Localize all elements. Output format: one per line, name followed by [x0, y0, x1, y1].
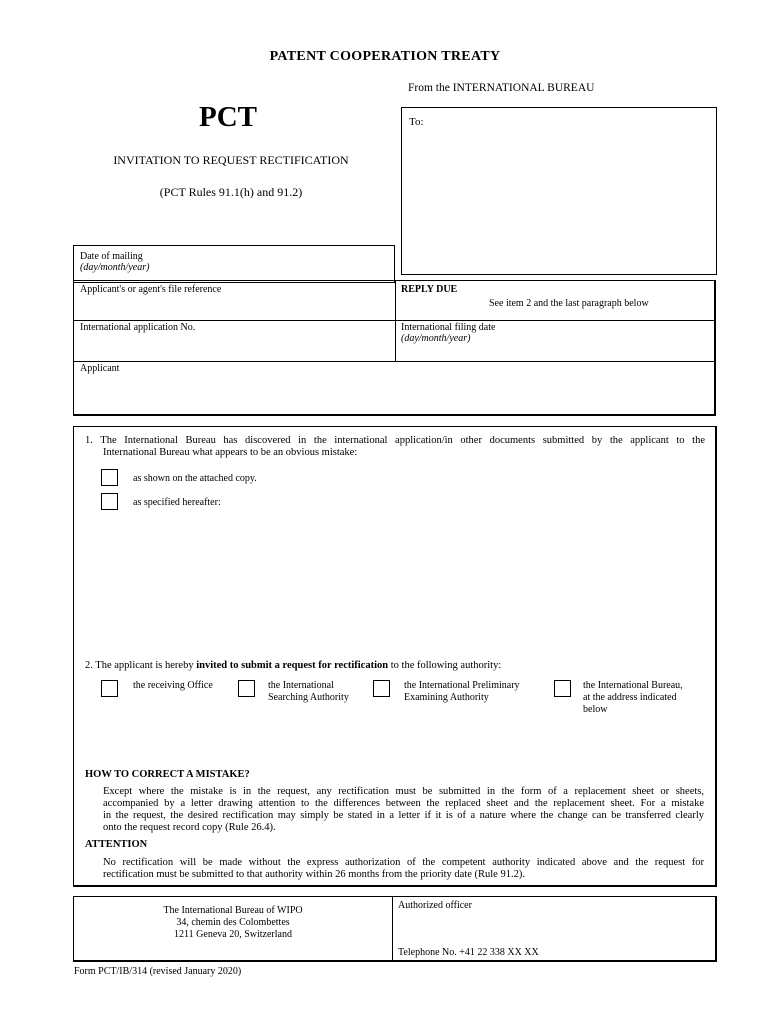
specified-hereafter-label: as specified hereafter:: [133, 497, 221, 508]
application-no-label: International application No.: [80, 322, 196, 333]
reply-due-label: REPLY DUE: [401, 284, 458, 295]
telephone-label: Telephone No. +41 22 338 XX XX: [398, 947, 539, 958]
attention-line-2: rectification must be submitted to that authority within 26 months from the priority date (Rule 91.2).: [103, 869, 525, 880]
file-reference-label: Applicant's or agent's file reference: [80, 284, 222, 295]
applicant-label: Applicant: [80, 363, 120, 374]
receiving-office-label: the receiving Office: [133, 680, 213, 691]
international-bureau-label: the International Bureau, at the address indicated below: [583, 680, 683, 715]
treaty-title: PATENT COOPERATION TREATY: [269, 49, 501, 64]
specified-hereafter-checkbox[interactable]: [101, 493, 118, 510]
how-to-heading: HOW TO CORRECT A MISTAKE?: [85, 769, 250, 780]
reply-due-note: See item 2 and the last paragraph below: [489, 298, 649, 309]
form-id: Form PCT/IB/314 (revised January 2020): [74, 966, 242, 977]
addressee-box[interactable]: [401, 107, 717, 275]
attached-copy-label: as shown on the attached copy.: [133, 473, 257, 484]
international-bureau-checkbox[interactable]: [554, 680, 571, 697]
date-format-label: (day/month/year): [80, 262, 150, 273]
item1-text-line1: 1. The International Bureau has discovered in the international application/in other documents submitted by the applicant to the: [85, 435, 705, 446]
isa-checkbox[interactable]: [238, 680, 255, 697]
form-title: INVITATION TO REQUEST RECTIFICATION: [113, 153, 349, 167]
filing-date-format: (day/month/year): [401, 333, 471, 344]
filing-date-label: International filing date: [401, 322, 496, 333]
from-line: From the INTERNATIONAL BUREAU: [408, 82, 595, 94]
item1-text-line2: International Bureau what appears to be an obvious mistake:: [103, 447, 358, 458]
how-to-line-1: Except where the mistake is in the request, any rectification must be submitted in the form of a replacement sheet or sheets,: [103, 786, 704, 797]
item2-bold: invited to submit a request for rectification: [196, 660, 389, 671]
attention-line-1: No rectification will be made without the express authorization of the competent authority indicated above and the request for: [103, 857, 704, 868]
attached-copy-checkbox[interactable]: [101, 469, 118, 486]
item2-text: [85, 660, 501, 672]
ipea-checkbox[interactable]: [373, 680, 390, 697]
wipo-address: The International Bureau of WIPO 34, chemin des Colombettes 1211 Geneva 20, Switzerland: [163, 905, 303, 940]
date-of-mailing-box[interactable]: [73, 245, 395, 283]
to-label: To:: [409, 116, 424, 128]
authorized-officer-label: Authorized officer: [398, 900, 472, 911]
how-to-line-4: onto the request record copy (Rule 26.4).: [103, 822, 276, 833]
item2-prefix: 2. The applicant is hereby: [85, 660, 197, 671]
ipea-label: the International Preliminary Examining Authority: [404, 680, 520, 703]
how-to-line-2: accompanied by a letter drawing attention to the differences between the replaced sheet and the replacement sheet. For a mistake: [103, 798, 704, 809]
isa-label: the International Searching Authority: [268, 680, 349, 703]
receiving-office-checkbox[interactable]: [101, 680, 118, 697]
attention-heading: ATTENTION: [85, 839, 148, 850]
rules-reference: (PCT Rules 91.1(h) and 91.2): [159, 185, 303, 199]
pct-heading: PCT: [199, 101, 257, 133]
date-of-mailing-label: Date of mailing: [80, 251, 143, 262]
how-to-line-3: in the request, the desired rectification may simply be stated in a letter if it is of a nature where the change can be transferred clearly: [103, 810, 704, 821]
item2-suffix: to the following authority:: [388, 660, 502, 671]
